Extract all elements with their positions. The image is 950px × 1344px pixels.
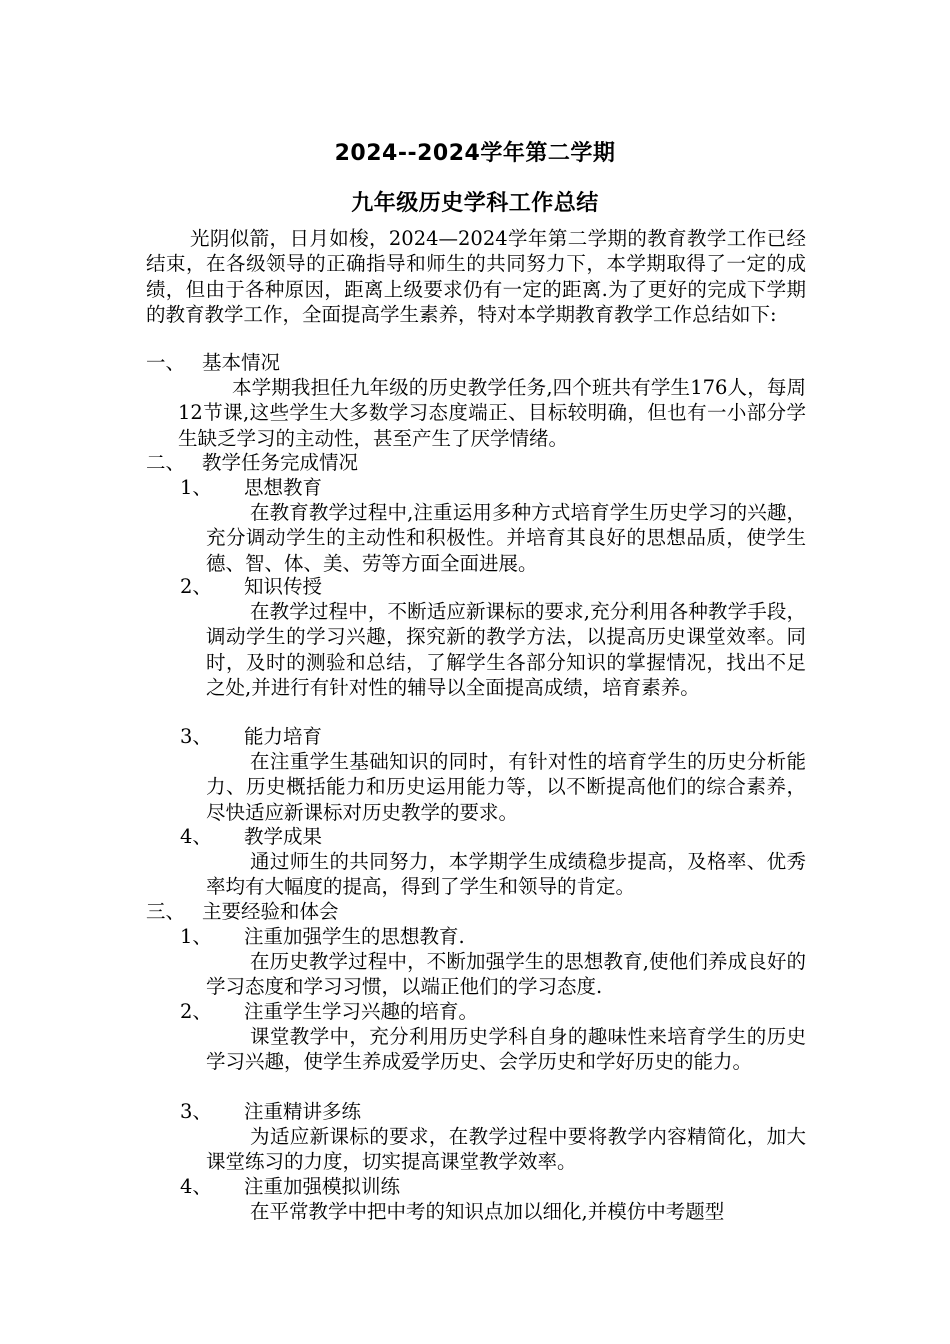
s2-item-4-heading: 教学成果 xyxy=(244,825,323,848)
section-2-number: 二、 xyxy=(146,451,186,474)
document-subtitle: 九年级历史学科工作总结 xyxy=(351,191,599,216)
s3-item-2-body: 课堂教学中，充分利用历史学科自身的趣味性来培育学生的历史学习兴趣，使学生养成爱学历史、会学历史和学好历史的能力。 xyxy=(206,1025,806,1074)
s3-item-3-number: 3、 xyxy=(180,1100,212,1123)
s2-item-3-heading: 能力培育 xyxy=(244,725,323,748)
s2-item-1-heading: 思想教育 xyxy=(244,476,323,499)
section-1-body: 本学期我担任九年级的历史教学任务,四个班共有学生176人，每周12节课,这些学生大多数学习态度端正、目标较明确，但也有一小部分学生缺乏学习的主动性，甚至产生了厌学情绪。 xyxy=(178,376,806,450)
s3-item-3-heading: 注重精讲多练 xyxy=(244,1100,362,1123)
s3-item-1-heading: 注重加强学生的思想教育. xyxy=(244,925,465,948)
section-1-number: 一、 xyxy=(146,351,186,374)
s2-item-2-heading: 知识传授 xyxy=(244,575,323,598)
section-1-heading: 基本情况 xyxy=(202,351,281,374)
section-2-heading: 教学任务完成情况 xyxy=(202,451,359,474)
s2-item-3-number: 3、 xyxy=(180,725,212,748)
s2-item-1-number: 1、 xyxy=(180,476,212,499)
s2-item-1-body: 在教育教学过程中,注重运用多种方式培育学生历史学习的兴趣，充分调动学生的主动性和积极性。并培育其良好的思想品质，使学生德、智、体、美、劳等方面全面进展。 xyxy=(206,501,806,575)
section-3-heading: 主要经验和体会 xyxy=(202,900,339,923)
s2-item-3-body: 在注重学生基础知识的同时，有针对性的培育学生的历史分析能力、历史概括能力和历史运用能力等，以不断提高他们的综合素养，尽快适应新课标对历史教学的要求。 xyxy=(206,750,806,824)
intro-paragraph: 光阴似箭，日月如梭，2024—2024学年第二学期的教育教学工作已经结束，在各级领导的正确指导和师生的共同努力下，本学期取得了一定的成绩，但由于各种原因，距离上级要求仍有一定的距离.为了更好的完成下学期的教育教学工作，全面提高学生素养，特对本学期教育教学工作总结如下: xyxy=(146,227,806,326)
s2-item-2-body: 在教学过程中，不断适应新课标的要求,充分利用各种教学手段，调动学生的学习兴趣，探究新的教学方法，以提高历史课堂效率。同时，及时的测验和总结，了解学生各部分知识的掌握情况，找出不足之处,并进行有针对性的辅导以全面提高成绩，培育素养。 xyxy=(206,600,806,699)
s3-item-3-body: 为适应新课标的要求，在教学过程中要将教学内容精简化，加大课堂练习的力度，切实提高课堂教学效率。 xyxy=(206,1125,806,1174)
s2-item-2-number: 2、 xyxy=(180,575,212,598)
s3-item-4-number: 4、 xyxy=(180,1175,212,1198)
s3-item-2-heading: 注重学生学习兴趣的培育。 xyxy=(244,1000,479,1023)
section-3-number: 三、 xyxy=(146,900,186,923)
s2-item-4-body: 通过师生的共同努力，本学期学生成绩稳步提高，及格率、优秀率均有大幅度的提高，得到了学生和领导的肯定。 xyxy=(206,850,806,899)
document-title: 2024--2024学年第二学期 xyxy=(334,141,616,166)
s3-item-1-number: 1、 xyxy=(180,925,212,948)
s3-item-2-number: 2、 xyxy=(180,1000,212,1023)
s3-item-1-body: 在历史教学过程中，不断加强学生的思想教育,使他们养成良好的学习态度和学习习惯，以端正他们的学习态度. xyxy=(206,950,806,999)
s2-item-4-number: 4、 xyxy=(180,825,212,848)
s3-item-4-heading: 注重加强模拟训练 xyxy=(244,1175,401,1198)
s3-item-4-body: 在平常教学中把中考的知识点加以细化,并模仿中考题型 xyxy=(250,1200,725,1223)
